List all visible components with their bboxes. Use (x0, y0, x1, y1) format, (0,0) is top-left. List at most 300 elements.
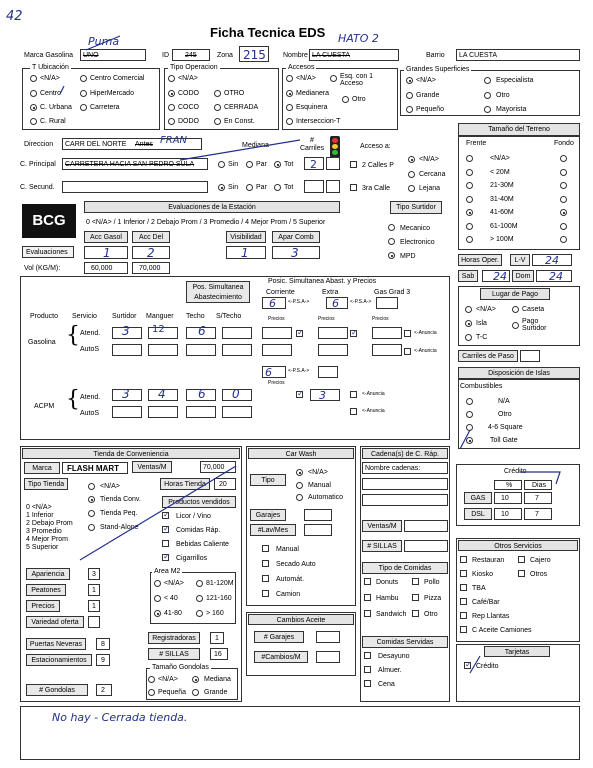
area-na-radio[interactable] (154, 580, 161, 587)
tienda-ventas-value: 70,000 (203, 464, 225, 471)
carriles-field[interactable] (304, 157, 324, 170)
credito-dsl-dias[interactable] (524, 508, 552, 520)
gondolas-mediana-label: Mediana (204, 676, 231, 683)
terreno-option-label: 21-30M (490, 182, 514, 189)
acpm-anuncia-2: <-Anuncia (362, 408, 385, 414)
credito-dias: Dias (532, 482, 547, 489)
tienda-title: Tienda de Conveniencia (22, 448, 240, 459)
puertas-label: Puertas Neveras (26, 638, 86, 650)
surtidor-electronico-radio[interactable] (388, 238, 395, 245)
carwash-garajes-field[interactable] (304, 509, 332, 521)
entry-field[interactable] (222, 406, 252, 418)
entry-field[interactable] (372, 344, 402, 356)
terreno-fondo-radio[interactable] (560, 196, 567, 203)
csecund-carriles-field[interactable] (304, 180, 324, 193)
acpm-precios-label: Precios (268, 380, 285, 386)
surtidor-mecanico-radio[interactable] (388, 224, 395, 231)
credito-title: Crédito (504, 468, 527, 475)
corriente-precio-checkbox[interactable] (296, 330, 303, 337)
aceite-garajes-field[interactable] (316, 631, 340, 643)
pago-isla-label: Isla (476, 320, 487, 327)
csecund-tot-radio[interactable] (274, 184, 281, 191)
traffic-light-icon (330, 136, 340, 158)
carriles-hash: # (310, 137, 314, 144)
superficies-especialista-label: Especialista (496, 77, 534, 84)
aceite-cambios-field[interactable] (316, 651, 340, 663)
tipo-comidas-title: Tipo de Comidas (362, 562, 448, 574)
vol-gasol-field[interactable] (84, 262, 128, 274)
gasgrad-anuncia-checkbox[interactable] (404, 330, 411, 337)
bcg-logo (22, 204, 76, 238)
gasolina-autos-label: AutoS (80, 346, 100, 353)
superficies-otro-radio[interactable] (484, 92, 491, 99)
entry-field[interactable] (186, 406, 216, 418)
servida-label: Almuer. (378, 667, 402, 674)
operacion-na-radio[interactable] (168, 75, 175, 82)
credito-gas-pct-value: 10 (501, 495, 509, 502)
superficies-pequeno-radio[interactable] (406, 106, 413, 113)
apariencia-value: 3 (92, 571, 96, 578)
area-title: Area M2 (154, 568, 181, 575)
ubicacion-rural-radio[interactable] (30, 118, 37, 125)
credito-pct-header (494, 480, 522, 490)
islas-square-label: 4-6 Square (488, 424, 523, 431)
terreno-frente-radio[interactable] (466, 209, 473, 216)
corriente-psa: <-P.S.A-> (288, 299, 310, 305)
tienda-peq-radio[interactable] (88, 510, 95, 517)
entry-field[interactable] (262, 344, 292, 356)
gasolina-brace: { (66, 323, 80, 348)
acpm-precio-checkbox[interactable] (296, 391, 303, 398)
credito-pct: % (506, 482, 513, 489)
cadena-nombres-label: Nombre cadenas: (365, 465, 421, 472)
comidas-servidas-title: Comidas Servidas (362, 636, 448, 648)
carwash-check-label: Secado Auto (276, 561, 316, 568)
tarjetas-title: Tarjetas (484, 646, 550, 657)
tipo-surtidor-button[interactable]: Tipo Surtidor (390, 201, 442, 214)
corriente-label: Corriente (266, 289, 295, 296)
acpm-precio-field[interactable] (310, 389, 340, 401)
corriente-pos-field[interactable] (262, 297, 286, 309)
entry-field[interactable] (318, 344, 348, 356)
accesos-esq1-radio[interactable] (330, 75, 337, 82)
tienda-na-radio[interactable] (88, 483, 95, 490)
id-field[interactable] (172, 49, 210, 61)
acceso-na-radio[interactable] (408, 156, 415, 163)
servida-checkbox[interactable] (364, 666, 371, 673)
area-121-radio[interactable] (196, 595, 203, 602)
barrio-label: Barrio (426, 52, 445, 59)
acc-gasol-button[interactable]: Acc Gasol (84, 231, 128, 243)
terreno-frente-radio[interactable] (466, 155, 473, 162)
superficies-pequeno-label: Pequeño (416, 106, 445, 113)
otros-label: Café/Bar (472, 599, 500, 606)
carwash-checkbox[interactable] (262, 545, 269, 552)
ubicacion-cc-radio[interactable] (80, 75, 87, 82)
area-na-label: <N/A> (164, 580, 184, 587)
carriles-label: Carriles (300, 145, 325, 152)
terreno-fondo-radio[interactable] (560, 223, 567, 230)
ubicacion-centro-radio[interactable] (30, 90, 37, 97)
cprincipal-field[interactable] (62, 158, 208, 170)
tienda-sillas-field[interactable] (210, 648, 228, 660)
servida-checkbox[interactable] (364, 652, 371, 659)
csecund-field[interactable] (62, 181, 208, 193)
acpm-precio-value: 3 (319, 389, 326, 402)
variedad-field[interactable] (88, 616, 100, 628)
superficies-mayorista-label: Mayorista (496, 106, 527, 113)
gondolas-pequena-label: Pequeña (158, 689, 187, 696)
acpm-autos-label: AutoS (80, 410, 100, 417)
puertas-field[interactable] (96, 638, 110, 650)
surtidor-electronico-label: Electronico (400, 239, 435, 246)
sab-field[interactable] (482, 270, 510, 282)
operacion-codo-label: CODO (178, 90, 199, 97)
acpm-pos-value: 6 (265, 366, 272, 379)
tienda-ventas-field[interactable] (200, 461, 236, 473)
credito-dsl-pct[interactable] (494, 508, 522, 520)
pago-surtidor-radio[interactable] (512, 322, 519, 329)
comida-checkbox[interactable] (412, 594, 419, 601)
tienda-conv-radio[interactable] (88, 496, 95, 503)
cadena-ventas-field[interactable] (404, 520, 448, 532)
area-41-radio[interactable] (154, 610, 161, 617)
tienda-na-label: <N/A> (100, 483, 120, 490)
gas-grad-label: Gas Grad 3 (374, 289, 411, 296)
islas-na-radio[interactable] (466, 398, 473, 405)
terreno-frente-radio[interactable] (466, 223, 473, 230)
credito-gas-pct[interactable] (494, 492, 522, 504)
ubicacion-carretera-label: Carretera (90, 104, 120, 111)
ubicacion-urbana-radio[interactable] (30, 104, 37, 111)
cprincipal-par-label: Par (256, 161, 267, 168)
mediana-label: Mediana (242, 142, 269, 149)
csecund-par-radio[interactable] (246, 184, 253, 191)
gondolas-pequena-radio[interactable] (148, 689, 155, 696)
operacion-coco-radio[interactable] (168, 104, 175, 111)
producto-checkbox[interactable] (162, 540, 169, 547)
entry-field[interactable] (372, 327, 402, 339)
terreno-fondo-radio[interactable] (560, 182, 567, 189)
carriles-paso-label: Carriles de Paso (458, 350, 518, 362)
operacion-dodo-radio[interactable] (168, 118, 175, 125)
acpm-anuncia-checkbox[interactable] (350, 391, 357, 398)
terreno-fondo-radio[interactable] (560, 209, 567, 216)
area-121-label: 121-160 (206, 595, 232, 602)
islas-otro-radio[interactable] (466, 411, 473, 418)
extra-precio-checkbox[interactable] (350, 330, 357, 337)
ubicacion-na-radio[interactable] (30, 75, 37, 82)
superficies-mayorista-radio[interactable] (484, 106, 491, 113)
precios-label-2: Precios (318, 316, 335, 322)
nombre-field[interactable] (309, 49, 399, 61)
pago-na-radio[interactable] (465, 306, 472, 313)
acc-gasol-field[interactable] (84, 246, 128, 259)
visibilidad-field[interactable] (226, 246, 266, 259)
zona-field[interactable] (239, 46, 269, 62)
producto-checkbox[interactable] (162, 512, 169, 519)
bcg-text: BCG (32, 212, 66, 229)
direccion-handwritten: FRAN (160, 135, 188, 146)
comida-checkbox[interactable] (412, 610, 419, 617)
entry-field[interactable] (318, 327, 348, 339)
zona-value: 215 (243, 48, 266, 62)
ubicacion-rural-label: C. Rural (40, 118, 66, 125)
tarjetas-credito-checkbox[interactable] (464, 662, 471, 669)
acceso-lejana-radio[interactable] (408, 185, 415, 192)
producto-checkbox[interactable] (162, 526, 169, 533)
surtidor-mpd-radio[interactable] (388, 252, 395, 259)
comida-checkbox[interactable] (364, 594, 371, 601)
acpm-pos-field[interactable] (262, 366, 286, 378)
servida-label: Desayuno (378, 653, 410, 660)
terreno-frente: Frente (466, 140, 487, 147)
ubicacion-title: T Ubicación (32, 64, 69, 71)
peatones-field[interactable] (88, 584, 100, 596)
n-gondolas-field[interactable] (96, 684, 112, 696)
otros-checkbox[interactable] (460, 598, 467, 605)
nombre-label: Nombre (283, 52, 308, 59)
lv-field[interactable] (532, 254, 572, 266)
cprincipal-sin-label: Sin (228, 161, 239, 168)
entry-field[interactable] (112, 344, 142, 356)
tienda-scale-item: 4 Mejor Prom (26, 536, 69, 543)
acceso-cercana-radio[interactable] (408, 171, 415, 178)
superficies-grande-radio[interactable] (406, 92, 413, 99)
horas-tienda-value: 20 (219, 481, 227, 488)
comida-checkbox[interactable] (364, 578, 371, 585)
islas-square-radio[interactable] (466, 424, 473, 431)
estac-label: Estacionamientos (26, 654, 92, 666)
extra-psa: <-P.S.A-> (350, 299, 372, 305)
aceite-cambios-label: #Cambios/M (254, 651, 308, 663)
cadena-nombre-2[interactable] (362, 494, 448, 506)
operacion-codo-radio[interactable] (168, 90, 175, 97)
terreno-fondo-radio[interactable] (560, 236, 567, 243)
registradoras-field[interactable] (210, 632, 224, 644)
servida-checkbox[interactable] (364, 680, 371, 687)
pago-caseta-label: Caseta (522, 306, 545, 313)
carwash-checkbox[interactable] (262, 575, 269, 582)
acceso-2calles-checkbox[interactable] (350, 161, 357, 168)
cadena-nombre-1[interactable] (362, 478, 448, 490)
visibilidad-button[interactable]: Visibilidad (226, 231, 266, 243)
terreno-option-label: <N/A> (490, 155, 510, 162)
superficies-title: Grandes Superficies (406, 66, 470, 73)
terreno-frente-radio[interactable] (466, 236, 473, 243)
aceite-title: Cambios Aceite (248, 614, 354, 625)
gondolas-title: Tamaño Gondolas (152, 664, 209, 671)
col-producto: Producto (30, 313, 59, 320)
n-gondolas-value: 2 (101, 687, 105, 694)
accesos-medianera-label: Medianera (296, 90, 330, 97)
entry-field[interactable] (222, 344, 252, 356)
otros-label: Otros (530, 571, 548, 578)
horas-tienda-label: Horas Tienda (160, 478, 210, 490)
otros-checkbox[interactable] (460, 584, 467, 591)
accesos-otro-radio[interactable] (342, 96, 349, 103)
otros-checkbox[interactable] (460, 612, 467, 619)
otros-title: Otros Servicios (458, 540, 578, 551)
gondolas-na-label: <N/A> (158, 676, 178, 683)
entry-field[interactable] (262, 327, 292, 339)
entry-field[interactable] (186, 344, 216, 356)
ubicacion-hiper-label: HiperMercado (90, 90, 134, 97)
precios-field[interactable] (88, 600, 100, 612)
ubicacion-carretera-radio[interactable] (80, 104, 87, 111)
area-160-radio[interactable] (196, 610, 203, 617)
nombre-value: LA CUESTA (312, 52, 350, 59)
gondolas-mediana-radio[interactable] (192, 676, 199, 683)
pago-isla-radio[interactable] (465, 320, 472, 327)
cadena-nombres-field[interactable] (362, 462, 448, 474)
acceso-3ra-label: 3ra Calle (362, 185, 391, 192)
pago-caseta-radio[interactable] (512, 306, 519, 313)
surtidor-mecanico-label: Mecanico (400, 225, 430, 232)
tipo-tienda-label: Tipo Tienda (24, 478, 68, 490)
accesos-interseccion-radio[interactable] (286, 118, 293, 125)
horas-tienda-field[interactable] (214, 478, 236, 490)
ubicacion-hiper-radio[interactable] (80, 90, 87, 97)
apariencia-field[interactable] (88, 568, 100, 580)
barrio-field[interactable] (456, 49, 580, 61)
estac-field[interactable] (96, 654, 110, 666)
marca-field[interactable] (80, 49, 146, 61)
csecund-tot-label: Tot (284, 184, 294, 191)
otros-checkbox[interactable] (460, 570, 467, 577)
operacion-const-radio[interactable] (214, 118, 221, 125)
vol-gasol-value: 60,000 (91, 265, 113, 272)
cprincipal-value: CARRETERA HACIA SAN PEDRO SULA (65, 161, 195, 168)
acceso-3ra-checkbox[interactable] (350, 184, 357, 191)
entry-field[interactable] (148, 406, 178, 418)
otros-checkbox[interactable] (460, 626, 467, 633)
cprincipal-tot-radio[interactable] (274, 161, 281, 168)
carwash-checkbox[interactable] (262, 590, 269, 597)
productos-vendidos-button[interactable]: Productos vendidos (162, 496, 236, 508)
carriles-paso-field[interactable] (520, 350, 540, 362)
operacion-otro-radio[interactable] (214, 90, 221, 97)
area-40-radio[interactable] (154, 595, 161, 602)
entry-field[interactable] (148, 344, 178, 356)
carwash-lavmes-field[interactable] (304, 524, 332, 536)
carriles-extra-field[interactable] (326, 157, 340, 170)
accesos-medianera-radio[interactable] (286, 90, 293, 97)
terreno-frente-radio[interactable] (466, 196, 473, 203)
credito-dias-header (524, 480, 552, 490)
entry-field[interactable] (112, 406, 142, 418)
producto-checkbox[interactable] (162, 554, 169, 561)
dom-field[interactable] (536, 270, 572, 282)
comida-label: Otro (424, 611, 438, 618)
acc-del-field[interactable] (132, 246, 170, 259)
terreno-option-label: 41-60M (490, 209, 514, 216)
entry-field[interactable] (222, 327, 252, 339)
pago-tc-radio[interactable] (465, 334, 472, 341)
zona-label: Zona (217, 52, 233, 59)
tienda-alone-radio[interactable] (88, 524, 95, 531)
superficies-especialista-radio[interactable] (484, 77, 491, 84)
lv-value: 24 (545, 254, 559, 267)
dom-value: 24 (549, 270, 563, 283)
otros-checkbox[interactable] (518, 556, 525, 563)
acpm-manguer-value: 4 (158, 387, 166, 401)
comida-checkbox[interactable] (364, 610, 371, 617)
horas-oper-button[interactable]: Horas Oper. (458, 254, 502, 266)
pos-simultanea-button[interactable]: Pos. Simultanea Abastecimiento (186, 281, 250, 303)
producto-label: Bebidas Caliente (176, 541, 229, 548)
extra-pos-field[interactable] (326, 297, 348, 309)
estac-value: 9 (101, 657, 105, 664)
terreno-fondo-radio[interactable] (560, 169, 567, 176)
tienda-scale-item: 0 <N/A> (26, 504, 52, 511)
carwash-na-radio[interactable] (296, 469, 303, 476)
gondolas-na-radio[interactable] (148, 676, 155, 683)
carwash-manual-radio[interactable] (296, 482, 303, 489)
credito-dsl-label: DSL (464, 508, 492, 520)
corriente-pos-value: 6 (269, 297, 276, 310)
cadena-sillas-field[interactable] (404, 540, 448, 552)
accesos-na-radio[interactable] (286, 75, 293, 82)
operacion-coco-label: COCO (178, 104, 199, 111)
otros-checkbox[interactable] (460, 556, 467, 563)
cprincipal-sin-radio[interactable] (218, 161, 225, 168)
carwash-check-label: Camion (276, 591, 301, 598)
cprincipal-par-radio[interactable] (246, 161, 253, 168)
accesos-esquinera-radio[interactable] (286, 104, 293, 111)
acpm-autos-anuncia-checkbox[interactable] (350, 408, 357, 415)
operacion-cerrada-radio[interactable] (214, 104, 221, 111)
carwash-checkbox[interactable] (262, 560, 269, 567)
gasolina-autos-anuncia-checkbox[interactable] (404, 348, 411, 355)
sab-label: Sab (458, 270, 478, 282)
credito-gas-dias[interactable] (524, 492, 552, 504)
apar-comb-field[interactable] (272, 246, 320, 259)
acceso-a-label: Acceso a: (360, 143, 391, 150)
acc-del-button[interactable]: Acc Del (132, 231, 170, 243)
gasgrad-pos-field[interactable] (376, 297, 398, 309)
cprincipal-label: C. Principal (20, 161, 56, 168)
vol-del-field[interactable] (132, 262, 170, 274)
surtidor-mpd-label: MPD (400, 253, 416, 260)
islas-tollgate-radio[interactable] (466, 437, 473, 444)
gondolas-grande-radio[interactable] (192, 689, 199, 696)
area-81-radio[interactable] (196, 580, 203, 587)
tienda-marca-label: Marca (24, 462, 60, 474)
id-label: ID (162, 52, 169, 59)
carwash-auto-radio[interactable] (296, 494, 303, 501)
acpm-psa-field[interactable] (318, 366, 338, 378)
peatones-label: Peatones (26, 584, 66, 596)
tienda-marca-field[interactable] (62, 462, 128, 474)
col-techo: Techo (186, 313, 205, 320)
accesos-interseccion-label: Interseccion-T (296, 118, 341, 125)
csecund-sin-radio[interactable] (218, 184, 225, 191)
superficies-na-radio[interactable] (406, 77, 413, 84)
comida-checkbox[interactable] (412, 578, 419, 585)
islas-na-label: N/A (498, 398, 510, 405)
csecund-carriles-extra[interactable] (326, 180, 340, 193)
terreno-frente-radio[interactable] (466, 169, 473, 176)
apar-comb-button[interactable]: Apar Comb (272, 231, 320, 243)
terreno-frente-radio[interactable] (466, 182, 473, 189)
gasolina-anuncia-1: <-Anuncia (414, 330, 437, 336)
terreno-fondo-radio[interactable] (560, 155, 567, 162)
terreno-option-label: 31-40M (490, 195, 514, 203)
tarjetas-credito-label: Crédito (476, 663, 499, 670)
evaluaciones-label: Evaluaciones (26, 249, 68, 256)
otros-checkbox[interactable] (518, 570, 525, 577)
